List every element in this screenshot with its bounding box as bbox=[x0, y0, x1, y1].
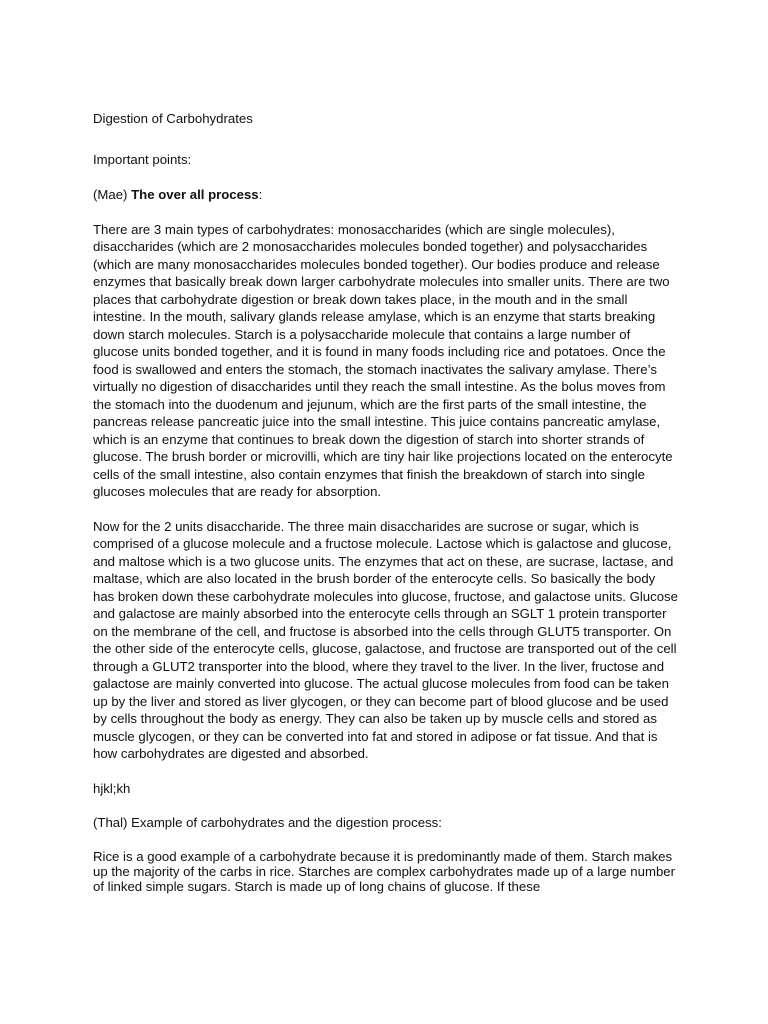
paragraph-rice-example: Rice is a good example of a carbohydrate because it is predominantly made of them. Starch makes up the majority of the carbs in rice. Starches are complex carbohydrates made up of a large number of linked simple sugars. Starch is made up of long chains of glucose. If these bbox=[93, 848, 676, 894]
section-prefix: (Mae) bbox=[93, 187, 132, 202]
document-title: Digestion of Carbohydrates bbox=[93, 111, 253, 126]
paragraph-carbohydrate-types: There are 3 main types of carbohydrates: monosaccharides (which are single molecules), disaccharides (which are 2 monosaccharides molecules bonded together) and polysaccharides (which are many monosaccharides molecules bonded together). Our bodies produce and release enzymes that basically break down larger carbohydrate molecules into smaller units. There are two places that carbohydrate digestion or break down takes place, in the mouth and in the small intestine. In the mouth, salivary glands release amylase, which is an enzyme that starts breaking down starch molecules. Starch is a polysaccharide molecule that contains a large number of glucose units bonded together, and it is found in many foods including rice and potatoes. Once the food is swallowed and enters the stomach, the stomach inactivates the salivary amylase. There’s virtually no digestion of disaccharides until they reach the small intestine. As the bolus moves from the stomach into the duodenum and jejunum, which are the first parts of the small intestine, the pancreas release pancreatic juice into the small intestine. This juice contains pancreatic amylase, which is an enzyme that continues to break down the digestion of starch into shorter strands of glucose. The brush border or microvilli, which are tiny hair like projections located on the enterocyte cells of the small intestine, also contain enzymes that finish the breakdown of starch into single glucoses molecules that are ready for absorption. bbox=[93, 221, 673, 499]
section-heading-overall-process bbox=[93, 186, 678, 204]
section-heading-example: (Thal) Example of carbohydrates and the digestion process: bbox=[93, 815, 442, 830]
stray-text: hjkl;kh bbox=[93, 780, 131, 796]
important-points-label: Important points: bbox=[93, 151, 192, 167]
paragraph-disaccharides: Now for the 2 units disaccharide. The three main disaccharides are sucrose or sugar, which is comprised of a glucose molecule and a fructose molecule. Lactose which is galactose and glucose, and maltose which is a two glucose units. The enzymes that act on these, are sucrase, lactase, and maltase, which are also located in the brush border of the enterocyte cells. So basically the body has broken down these carbohydrate molecules into glucose, fructose, and galactose units. Glucose and galactose are mainly absorbed into the enterocyte cells through an SGLT 1 protein transporter on the membrane of the cell, and fructose is absorbed into the cells through GLUT5 transporter. On the other side of the enterocyte cells, glucose, galactose, and fructose are transported out of the cell through a GLUT2 transporter into the blood, where they travel to the liver. In the liver, fructose and galactose are mainly converted into glucose. The actual glucose molecules from food can be taken up by the liver and stored as liver glycogen, or they can become part of blood glucose and be used by cells throughout the body as energy. They can also be taken up by muscle cells and stored as muscle glycogen, or they can be converted into fat and stored in adipose or fat tissue. And that is how carbohydrates are digested and absorbed. bbox=[93, 518, 678, 761]
document-page bbox=[93, 110, 678, 894]
section-heading: The over all process bbox=[131, 187, 259, 202]
section-heading-suffix: : bbox=[258, 187, 263, 202]
